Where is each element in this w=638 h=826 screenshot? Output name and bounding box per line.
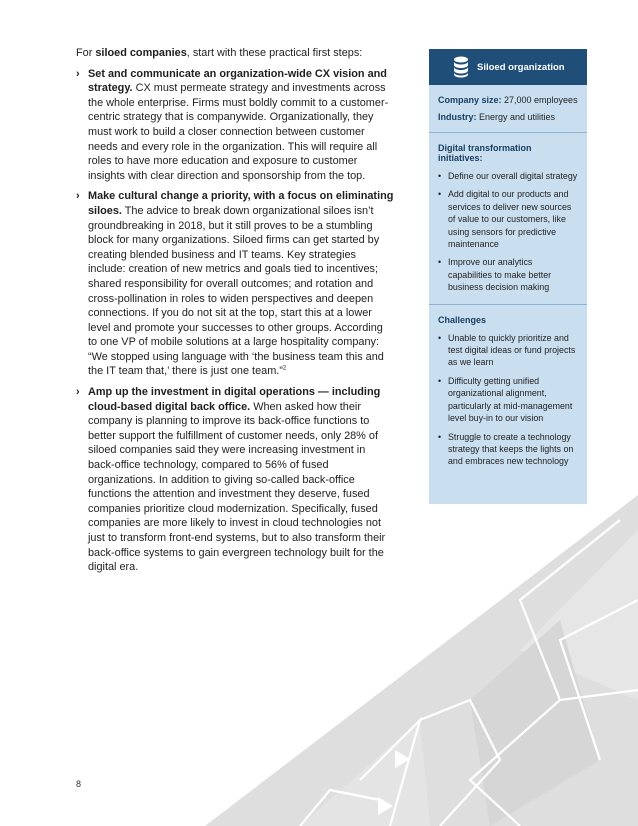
step-body: The advice to break down organizational siloes isn’t groundbreaking in 2018, but it still proves to be a stumbling block for many organizations. Siloed firms can get started by creating blended business and IT teams. Key strategies include: creation of new metrics and goals tied to incentives; shared responsibility for overall outcomes; and rotation and cross-pollination in roles to widen perspectives and deepen connections. If you do not sit at the top, start this at a lower level and promote your successes to other groups. According to one VP of mobile solutions at a large hospitality company: “We stopped using language with ‘the business team this and the IT team that,’ there is just one team.” <box>88 204 384 378</box>
footnote-ref[interactable]: 2 <box>282 365 287 372</box>
initiatives-section <box>429 133 587 305</box>
step-body: When asked how their company is planning to improve its back-office functions to better support the fulfillment of customer needs, only 28% of siloed companies said they were increasing investment in back-office technology, compared to 56% of fused organizations. In addition to giving so-called back-office functions the attention and investment they deserve, fused companies prioritize cloud modernization. Specifically, fused companies are more likely to invest in cloud technologies not just to transform front-end systems, but to also transform their back-office systems to gain evergreen technology built for the digital era. <box>88 400 386 574</box>
step-heading: Set and communicate an organization-wide CX vision and strategy. <box>88 67 387 95</box>
initiatives-heading: Digital transformation initiatives: <box>438 143 532 163</box>
company-facts <box>429 85 587 133</box>
industry: Industry: Energy and utilities <box>438 112 556 122</box>
challenges-section <box>429 305 587 478</box>
step-heading: Make cultural change a priority, with a focus on eliminating siloes. <box>88 190 394 217</box>
list-item: • Add digital to our products and services to deliver new sources of value to our customers, like using sensors for predictive maintenance <box>438 188 578 250</box>
challenges-list <box>438 332 578 468</box>
chevron-right-icon: › <box>76 190 80 203</box>
sidebar-title: Siloed organization <box>477 62 565 73</box>
initiatives-list <box>438 170 578 294</box>
list-item: • Difficulty getting unified organizational alignment, particularly at mid-management level buy-in to our vision <box>438 375 578 425</box>
intro-bold: siloed companies <box>95 47 187 59</box>
company-size: Company size: 27,000 employees <box>438 95 578 105</box>
database-icon <box>453 56 469 78</box>
list-item: • Struggle to create a technology strategy that keeps the lights on and embraces new technology <box>438 431 578 468</box>
list-item: • Unable to quickly prioritize and test digital ideas or fund projects as we learn <box>438 332 578 369</box>
step-item <box>76 385 394 575</box>
step-heading: Amp up the investment in digital operations — including cloud-based digital back office. <box>88 386 381 413</box>
chevron-right-icon: › <box>76 67 80 80</box>
step-item <box>76 189 394 379</box>
list-item: • Improve our analytics capabilities to make better business decision making <box>438 256 578 293</box>
step-item <box>76 67 394 184</box>
step-body: CX must permeate strategy and investments across the whole enterprise. Firms must boldly commit to a customer-centric strategy that is companywide. Organizationally, they must work to build a closer connection between customer needs and every role in the organization. This will require all roles to have more education and exposure to customer insights with clear direction and sponsorship from the top. <box>88 82 389 182</box>
page-number: 8 <box>76 779 82 789</box>
profile-sidebar <box>429 49 587 504</box>
main-column <box>76 46 394 581</box>
sidebar-header <box>429 49 587 85</box>
intro-paragraph: For siloed companies, start with these practical first steps: <box>76 47 363 59</box>
chevron-right-icon: › <box>76 386 80 399</box>
challenges-heading: Challenges <box>438 314 487 325</box>
list-item: • Define our overall digital strategy <box>438 170 578 182</box>
